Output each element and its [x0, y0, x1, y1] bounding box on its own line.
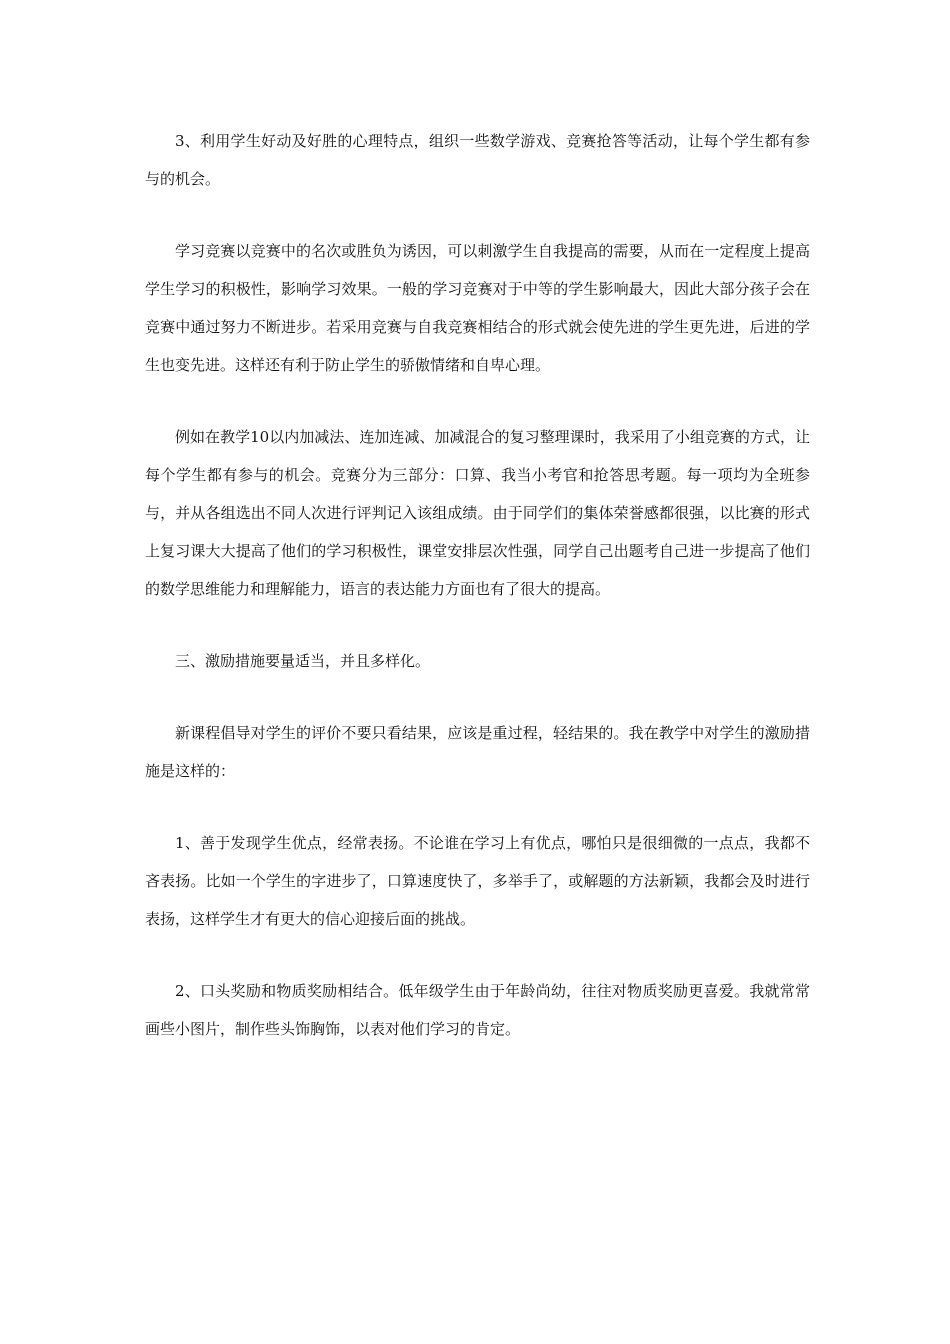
paragraph-competition-activities: 3、利用学生好动及好胜的心理特点，组织一些数学游戏、竞赛抢答等活动，让每个学生都有参与的机会。 — [145, 132, 810, 188]
section-heading-incentives: 三、激励措施要量适当，并且多样化。 — [175, 652, 431, 670]
paragraph-learning-competition: 学习竞赛以竞赛中的名次或胜负为诱因，可以刺激学生自我提高的需要，从而在一定程度上提高学生学习的积极性，影响学习效果。一般的学习竞赛对于中等的学生影响最大，因此大部分孩子会在竞赛中通过努力不断进步。若采用竞赛与自我竞赛相结合的形式就会使先进的学生更先进，后进的学生也变先进。这样还有利于防止学生的骄傲情绪和自卑心理。 — [145, 242, 810, 374]
paragraph-teaching-example: 例如在教学10以内加减法、连加连减、加减混合的复习整理课时，我采用了小组竞赛的方式，让每个学生都有参与的机会。竞赛分为三部分：口算、我当小考官和抢答思考题。每一项均为全班参与，并从各组选出不同人次进行评判记入该组成绩。由于同学们的集体荣誉感都很强，以比赛的形式上复习课大大提高了他们的学习积极性，课堂安排层次性强，同学自己出题考自己进一步提高了他们的数学思维能力和理解能力，语言的表达能力方面也有了很大的提高。 — [145, 428, 810, 598]
paragraph-rewards: 2、口头奖励和物质奖励相结合。低年级学生由于年龄尚幼，往往对物质奖励更喜爱。我就常常画些小图片，制作些头饰胸饰，以表对他们学习的肯定。 — [145, 982, 810, 1038]
paragraph-praise: 1、善于发现学生优点，经常表扬。不论谁在学习上有优点，哪怕只是很细微的一点点，我都不吝表扬。比如一个学生的字进步了，口算速度快了，多举手了，或解题的方法新颖，我都会及时进行表扬，这样学生才有更大的信心迎接后面的挑战。 — [145, 834, 810, 928]
document-body — [145, 122, 810, 1082]
paragraph-new-curriculum: 新课程倡导对学生的评价不要只看结果，应该是重过程，轻结果的。我在教学中对学生的激励措施是这样的： — [145, 724, 810, 780]
